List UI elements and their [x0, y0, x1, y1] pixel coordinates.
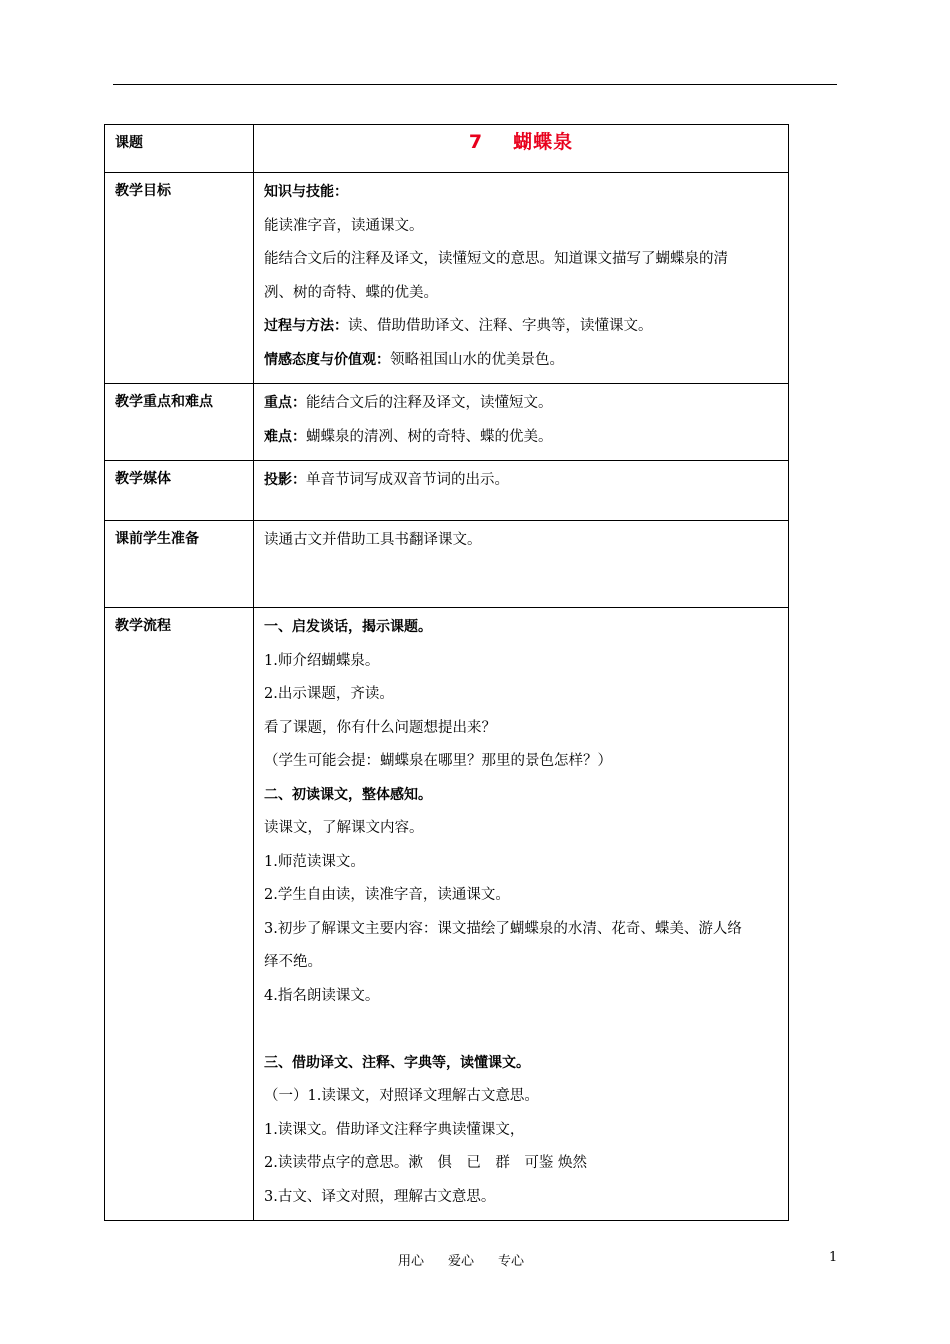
label-preparation: 课前学生准备: [105, 521, 254, 608]
section-3-line: （一）1.读课文，对照译文理解古文意思。: [264, 1088, 539, 1104]
hard-text: 蝴蝶泉的清冽、树的奇特、蝶的优美。: [306, 428, 553, 445]
label-topic: 课题: [105, 125, 254, 173]
row-media: [105, 461, 789, 521]
motto-word: 爱心: [448, 1254, 475, 1269]
label-goals: 教学目标: [105, 173, 254, 384]
row-topic: [105, 125, 789, 173]
hard-point: [264, 421, 778, 455]
knowledge-line: 能读准字音，读通课文。: [264, 217, 424, 234]
motto-word: 专心: [498, 1254, 525, 1269]
hard-heading: 难点：: [264, 428, 306, 445]
key-text: 能结合文后的注释及译文，读懂短文。: [306, 395, 553, 411]
title-cell: [254, 125, 789, 173]
emotion-heading: 情感态度与价值观：: [264, 351, 390, 368]
label-process: 教学流程: [105, 608, 254, 1221]
process-heading: 过程与方法：: [264, 318, 348, 334]
label-media: 教学媒体: [105, 461, 254, 521]
label-key-points: 教学重点和难点: [105, 384, 254, 461]
row-goals: [105, 173, 789, 384]
section-2-line: 1.师范读课文。: [264, 853, 365, 870]
lesson-number: 7: [468, 131, 484, 153]
lesson-name: 蝴蝶泉: [513, 131, 574, 153]
section-2-line: 绎不绝。: [264, 954, 322, 970]
knowledge-line: 能结合文后的注释及译文，读懂短文的意思。知道课文描写了蝴蝶泉的清: [264, 251, 728, 267]
section-3-heading: 三、借助译文、注释、字典等，读懂课文。: [264, 1054, 530, 1071]
process-content: [254, 608, 789, 1221]
section-2-heading: 二、初读课文，整体感知。: [264, 786, 432, 803]
section-2-line: 读课文，了解课文内容。: [264, 820, 424, 836]
lesson-title: [469, 131, 573, 153]
section-2-line: 2.学生自由读，读准字音，读通课文。: [264, 887, 510, 903]
section-1-line: （学生可能会提：蝴蝶泉在哪里？那里的景色怎样？）: [264, 753, 612, 769]
process-goal: [264, 310, 778, 344]
media-text: 单音节词写成双音节词的出示。: [306, 472, 509, 488]
media-content: [254, 461, 789, 521]
knowledge-line: 冽、树的奇特、蝶的优美。: [264, 284, 438, 301]
media-line: [264, 464, 778, 498]
section-1-heading: 一、启发谈话，揭示课题。: [264, 619, 432, 635]
knowledge-heading: 知识与技能：: [264, 184, 348, 200]
section-2-line: 4.指名朗读课文。: [264, 987, 380, 1004]
media-heading: 投影：: [264, 472, 306, 488]
page-number: 1: [829, 1250, 838, 1265]
section-3-line: 3.古文、译文对照，理解古文意思。: [264, 1188, 496, 1205]
process-text: 读、借助借助译文、注释、字典等，读懂课文。: [348, 318, 653, 334]
emotion-text: 领略祖国山水的优美景色。: [390, 351, 564, 368]
preparation-text: 读通古文并借助工具书翻译课文。: [264, 532, 482, 548]
row-key-points: [105, 384, 789, 461]
header-rule: [113, 84, 837, 85]
preparation-content: [254, 521, 789, 608]
section-3-line: 2.读读带点字的意思。漱 俱 已 群 可鉴 焕然: [264, 1155, 587, 1171]
section-3-line: 1.读课文。借助译文注释字典读懂课文，: [264, 1121, 525, 1138]
motto-word: 用心: [398, 1254, 425, 1269]
section-1-line: 1.师介绍蝴蝶泉。: [264, 652, 380, 669]
key-heading: 重点：: [264, 395, 306, 411]
section-1-line: 看了课题，你有什么问题想提出来？: [264, 719, 496, 736]
goals-content: [254, 173, 789, 384]
emotion-goal: [264, 344, 778, 378]
lesson-plan-table: [104, 124, 789, 1221]
row-preparation: [105, 521, 789, 608]
row-process: [105, 608, 789, 1221]
blank-line: [264, 1013, 778, 1047]
section-1-line: 2.出示课题，齐读。: [264, 686, 394, 702]
footer-motto: [398, 1250, 548, 1269]
key-points-content: [254, 384, 789, 461]
key-point: [264, 387, 778, 421]
section-2-line: 3.初步了解课文主要内容：课文描绘了蝴蝶泉的水清、花奇、蝶美、游人络: [264, 920, 742, 937]
